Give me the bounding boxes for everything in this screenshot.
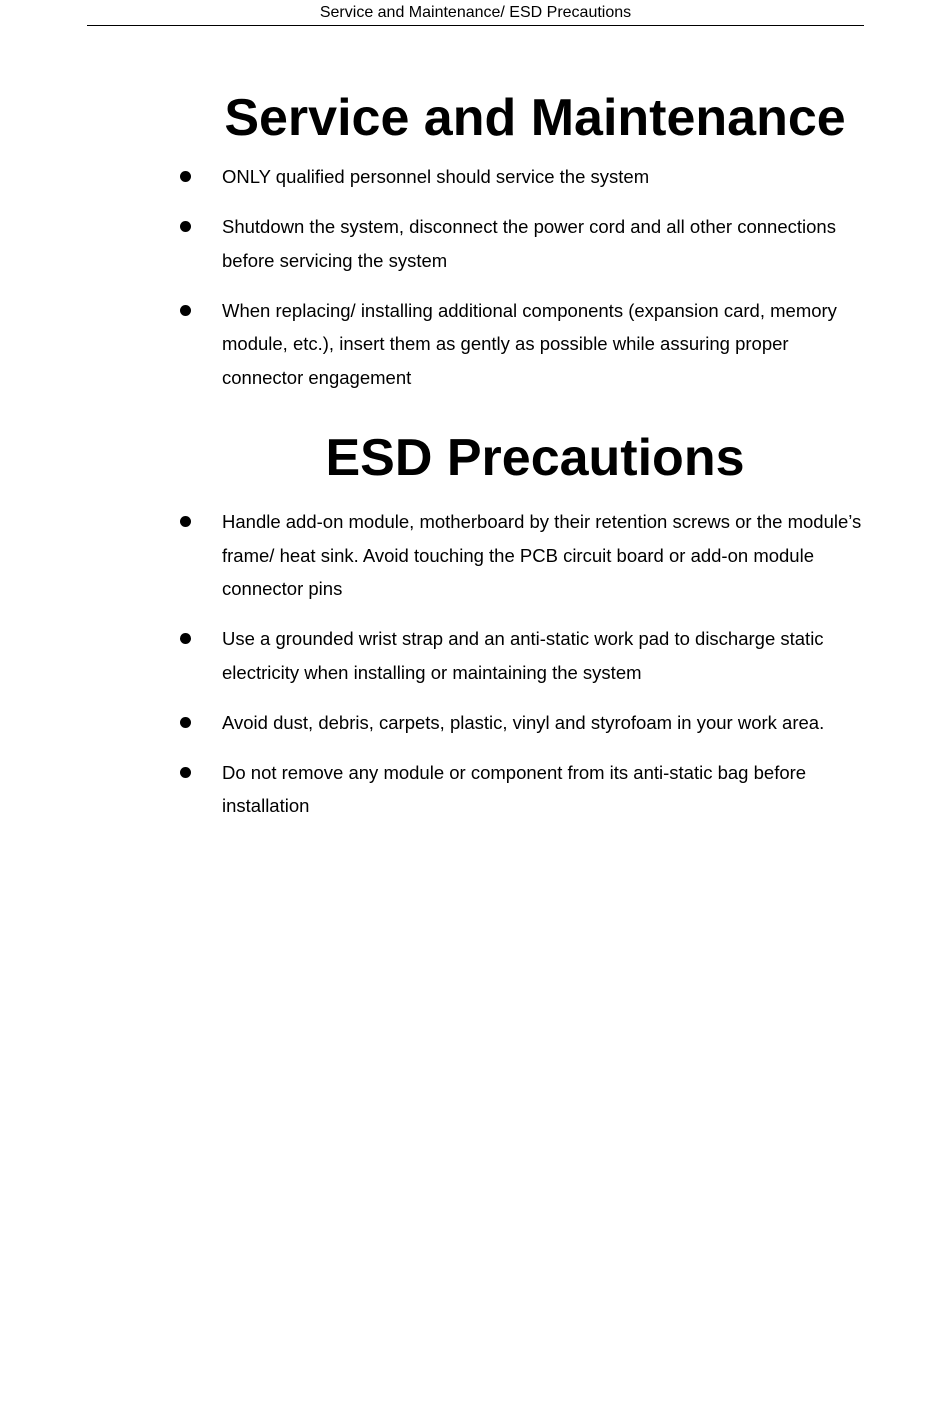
- list-item: [170, 706, 870, 740]
- bullet-icon: [180, 171, 191, 182]
- esd-precautions-list: [170, 505, 870, 823]
- bullet-icon: [180, 717, 191, 728]
- esd-precautions-section: [170, 428, 870, 839]
- service-maintenance-section: [170, 88, 870, 411]
- service-maintenance-title: Service and Maintenance: [224, 89, 846, 147]
- bullet-icon: [180, 516, 191, 527]
- list-item-text: Handle add-on module, motherboard by their retention screws or the module’s frame/ heat sink. Avoid touching the PCB circuit board or add-on module connector pins: [222, 511, 862, 599]
- bullet-icon: [180, 305, 191, 316]
- list-item: [170, 756, 870, 823]
- list-item: [170, 210, 870, 277]
- list-item-text: ONLY qualified personnel should service the system: [222, 166, 650, 187]
- list-item: [170, 294, 870, 395]
- bullet-icon: [180, 767, 191, 778]
- service-maintenance-list: [170, 160, 870, 394]
- esd-precautions-title: ESD Precautions: [325, 429, 745, 487]
- list-item: [170, 505, 870, 606]
- bullet-icon: [180, 221, 191, 232]
- list-item-text: Avoid dust, debris, carpets, plastic, vinyl and styrofoam in your work area.: [222, 711, 825, 733]
- bullet-icon: [180, 633, 191, 644]
- running-header: Service and Maintenance/ ESD Precautions: [87, 0, 864, 26]
- list-item-text: Shutdown the system, disconnect the power cord and all other connections before servicing the system: [222, 216, 836, 271]
- list-item: [170, 622, 870, 689]
- list-item-text: Do not remove any module or component from its anti-static bag before installation: [222, 761, 807, 816]
- list-item: [170, 160, 870, 194]
- list-item-text: When replacing/ installing additional components (expansion card, memory module, etc.), insert them as gently as possible while assuring proper connector engagement: [222, 299, 837, 388]
- list-item-text: Use a grounded wrist strap and an anti-static work pad to discharge static electricity when installing or maintaining the system: [222, 628, 824, 683]
